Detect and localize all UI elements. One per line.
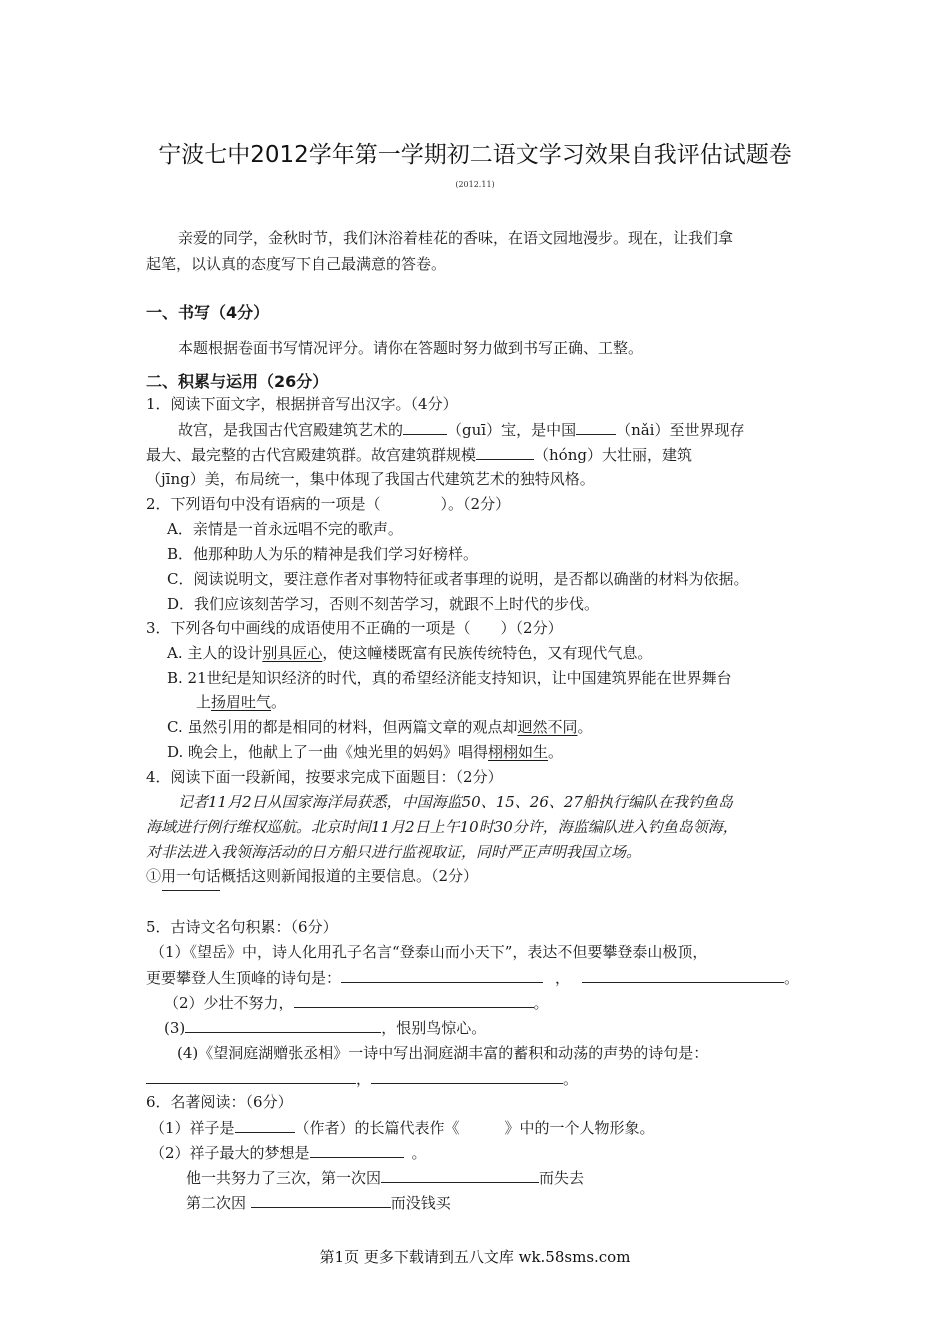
answer-blank[interactable] — [476, 444, 534, 460]
q6-stem: 6．名著阅读：（6分） — [146, 1093, 293, 1111]
section-2-heading: 二、积累与运用（26分） — [146, 372, 329, 391]
answer-blank[interactable] — [381, 1167, 539, 1183]
q2-option-b: B．他那种助人为乐的精神是我们学习好榜样。 — [167, 545, 479, 563]
q5-stem: 5．古诗文名句积累：（6分） — [146, 918, 338, 936]
q3-option-b-line-2: 上扬眉吐气。 — [196, 693, 287, 711]
answer-line[interactable] — [162, 890, 220, 891]
answer-blank[interactable] — [403, 419, 447, 435]
q3-option-a: A. 主人的设计别具匠心，使这幢楼既富有民族传统特色，又有现代气息。 — [167, 644, 653, 662]
underlined-idiom: 别具匠心 — [262, 644, 323, 662]
answer-blank[interactable] — [251, 1192, 391, 1208]
q4-sub-question: ①用一句话概括这则新闻报道的主要信息。（2分） — [146, 867, 479, 885]
q1-line-3: （jīng）美，布局统一，集中体现了我国古代建筑艺术的独特风格。 — [146, 470, 595, 488]
answer-blank[interactable] — [185, 1017, 381, 1033]
q4-news-line-1: 记者11月2日从国家海洋局获悉，中国海监50、15、26、27船执行编队在我钓鱼岛 — [178, 793, 733, 811]
q5-part-4-line-1: (4)《望洞庭湖赠张丞相》一诗中写出洞庭湖丰富的蓄积和动荡的声势的诗句是： — [177, 1044, 709, 1062]
q5-part-4-line-2: ， 。 — [146, 1068, 578, 1089]
q2-option-d: D．我们应该刻苦学习，否则不刻苦学习，就跟不上时代的步伐。 — [167, 595, 600, 613]
q5-part-2: （2）少壮不努力， 。 — [164, 994, 549, 1012]
section-1-text: 本题根据卷面书写情况评分。请你在答题时努力做到书写正确、工整。 — [178, 339, 644, 357]
q4-news-line-2: 海域进行例行维权巡航。北京时间11月2日上午10时30分许，海监编队进入钓鱼岛领海， — [146, 818, 738, 836]
q4-stem: 4．阅读下面一段新闻，按要求完成下面题目：（2分） — [146, 768, 503, 786]
answer-blank[interactable] — [235, 1117, 295, 1133]
q1-line-1: 故宫，是我国古代宫殿建筑艺术的 （guī）宝，是中国 （nǎi）至世界现存 — [178, 421, 745, 439]
q1-line-2: 最大、最完整的古代宫殿建筑群。故宫建筑群规模 （hóng）大壮丽，建筑 — [146, 446, 692, 464]
q6-part-1: （1）祥子是 （作者）的长篇代表作《 》中的一个人物形象。 — [150, 1119, 655, 1137]
page-footer: 第1页 更多下载请到五八文库 wk.58sms.com — [319, 1248, 631, 1266]
underlined-idiom: 栩栩如生 — [488, 743, 549, 761]
q6-part-2: （2）祥子最大的梦想是 。 — [150, 1144, 427, 1162]
q5-part-1-line-1: （1）《望岳》中，诗人化用孔子名言“登泰山而小天下”，表达不但要攀登泰山极顶， — [150, 943, 708, 961]
q6-part-3: 他一共努力了三次，第一次因 而失去 — [186, 1169, 585, 1187]
q3-stem: 3．下列各句中画线的成语使用不正确的一项是（ ）（2分） — [146, 619, 563, 637]
q3-option-c: C. 虽然引用的都是相同的材料，但两篇文章的观点却迥然不同。 — [167, 718, 593, 736]
answer-blank[interactable] — [310, 1142, 404, 1158]
q2-option-a: A．亲情是一首永远唱不完的歌声。 — [167, 520, 403, 538]
q5-part-3: (3) ，恨别鸟惊心。 — [164, 1019, 487, 1037]
q5-part-1-line-2: 更要攀登人生顶峰的诗句是： ， 。 — [146, 969, 800, 987]
q2-stem: 2．下列语句中没有语病的一项是（ ）。（2分） — [146, 495, 511, 513]
q3-option-d: D. 晚会上，他献上了一曲《烛光里的妈妈》唱得栩栩如生。 — [167, 743, 564, 761]
answer-blank[interactable] — [582, 967, 784, 983]
q2-option-c: C．阅读说明文，要注意作者对事物特征或者事理的说明，是否都以确凿的材料为依据。 — [167, 570, 749, 588]
q4-news-line-3: 对非法进入我领海活动的日方船只进行监视取证，同时严正声明我国立场。 — [146, 843, 642, 861]
answer-blank[interactable] — [371, 1068, 563, 1084]
page-title: 宁波七中2012学年第一学期初二语文学习效果自我评估试题卷 — [158, 142, 792, 168]
exam-date: (2012.11) — [455, 180, 495, 189]
answer-blank[interactable] — [341, 967, 543, 983]
underlined-idiom: 扬眉吐气 — [211, 693, 272, 711]
q3-option-b-line-1: B. 21世纪是知识经济的时代，真的希望经济能支持知识，让中国建筑界能在世界舞台 — [167, 669, 732, 687]
q1-stem: 1．阅读下面文字，根据拼音写出汉字。（4分） — [146, 395, 458, 413]
intro-line-2: 起笔，以认真的态度写下自己最满意的答卷。 — [146, 255, 447, 273]
answer-blank[interactable] — [576, 419, 616, 435]
answer-blank[interactable] — [146, 1068, 356, 1084]
q6-part-4: 第二次因 而没钱买 — [186, 1194, 451, 1212]
answer-blank[interactable] — [294, 992, 534, 1008]
intro-line-1: 亲爱的同学，金秋时节，我们沐浴着桂花的香味，在语文园地漫步。现在，让我们拿 — [178, 229, 734, 247]
section-1-heading: 一、书写（4分） — [146, 303, 270, 322]
underlined-idiom: 迥然不同 — [517, 718, 578, 736]
